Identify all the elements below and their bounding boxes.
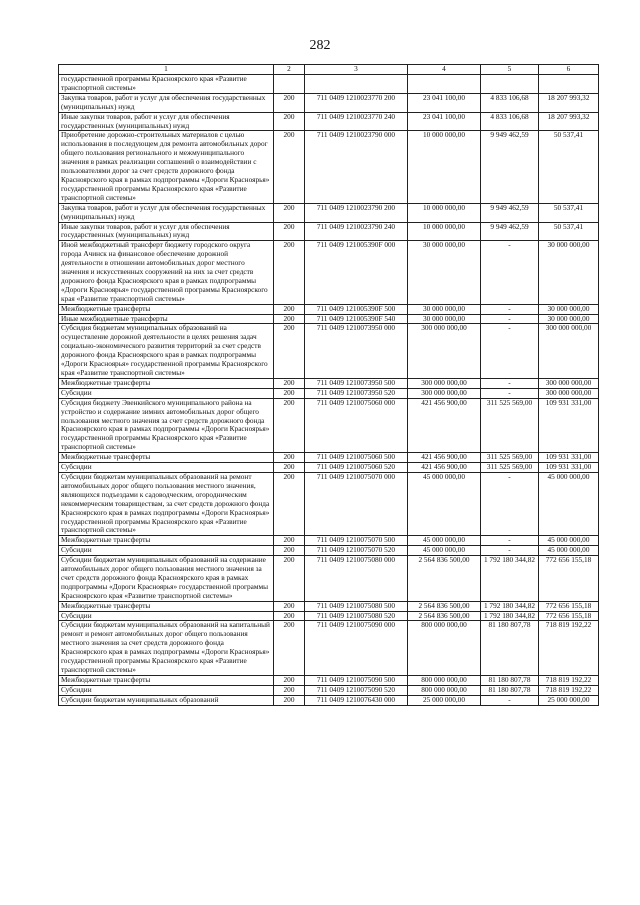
row-grbs-cell: 200 — [274, 304, 305, 314]
row-name-cell: Субсидии — [59, 388, 274, 398]
row-plan-cell: 30 000 000,00 — [408, 314, 481, 324]
row-code-cell: 711 0409 1210075070 500 — [305, 536, 408, 546]
row-code-cell: 711 0409 121005390F 000 — [305, 241, 408, 304]
column-header: 3 — [305, 65, 408, 75]
row-rest-cell: 300 000 000,00 — [539, 378, 599, 388]
row-fact-cell: - — [481, 546, 539, 556]
row-plan-cell: 30 000 000,00 — [408, 304, 481, 314]
row-code-cell: 711 0409 1210023770 200 — [305, 93, 408, 112]
row-rest-cell: 300 000 000,00 — [539, 324, 599, 378]
row-plan-cell: 45 000 000,00 — [408, 472, 481, 535]
row-code-cell: 711 0409 1210075090 520 — [305, 685, 408, 695]
row-plan-cell: 2 564 836 500,00 — [408, 601, 481, 611]
row-fact-cell: - — [481, 324, 539, 378]
row-rest-cell: 25 000 000,00 — [539, 695, 599, 705]
row-code-cell: 711 0409 121005390F 540 — [305, 314, 408, 324]
row-grbs-cell: 200 — [274, 324, 305, 378]
row-name-cell: Межбюджетные трансферты — [59, 601, 274, 611]
row-plan-cell: 23 041 100,00 — [408, 112, 481, 131]
row-code-cell: 711 0409 1210075060 000 — [305, 398, 408, 452]
row-name-cell: Субсидия бюджету Эвенкийского муниципального района на устройство и содержание зимних автомобильных дорог общего пользования местного значения за счет средств дорожного фонда Красноярского края в рамках подпрограммы «Дороги Красноярья» государственной программы Красноярского края «Развитие транспортной системы» — [59, 398, 274, 452]
row-code-cell: 711 0409 1210073950 000 — [305, 324, 408, 378]
row-grbs-cell: 200 — [274, 695, 305, 705]
row-code-cell: 711 0409 121005390F 500 — [305, 304, 408, 314]
row-grbs-cell: 200 — [274, 546, 305, 556]
row-plan-cell: 30 000 000,00 — [408, 241, 481, 304]
table-row — [59, 304, 599, 314]
row-plan-cell: 300 000 000,00 — [408, 388, 481, 398]
row-fact-cell: 9 949 462,59 — [481, 203, 539, 222]
row-code-cell: 711 0409 1210073950 500 — [305, 378, 408, 388]
row-rest-cell: 30 000 000,00 — [539, 241, 599, 304]
row-name-cell: Иные межбюджетные трансферты — [59, 314, 274, 324]
row-plan-cell: 10 000 000,00 — [408, 222, 481, 241]
row-plan-cell: 800 000 000,00 — [408, 621, 481, 675]
row-code-cell: 711 0409 1210075080 520 — [305, 611, 408, 621]
row-code-cell: 711 0409 1210075090 000 — [305, 621, 408, 675]
row-name-cell: Субсидия бюджетам муниципальных образований на осуществление дорожной деятельности в целях решения задач социально-экономического развития территорий за счет средств дорожного фонда Красноярского края в рамках подпрограммы «Дороги Красноярья» государственной программы Красноярского края «Развитие транспортной системы» — [59, 324, 274, 378]
table-row — [59, 536, 599, 546]
row-rest-cell: 45 000 000,00 — [539, 546, 599, 556]
row-fact-cell: 9 949 462,59 — [481, 222, 539, 241]
row-name-cell: Субсидии — [59, 685, 274, 695]
row-code-cell: 711 0409 1210075090 500 — [305, 675, 408, 685]
row-plan-cell: 2 564 836 500,00 — [408, 611, 481, 621]
row-name-cell: Приобретение дорожно-строительных материалов с целью использования в последующем для ремонта автомобильных дорог общего пользования регионального и межмуниципального значения в рамках реализации соглашений о взаимодействии с пользователями дорог за счет средств дорожного фонда Красноярского края в рамках подпрограммы «Дороги Красноярья» государственной программы Красноярского края «Развитие транспортной системы» — [59, 131, 274, 203]
row-code-cell: 711 0409 1210075060 520 — [305, 463, 408, 473]
table-row — [59, 611, 599, 621]
row-grbs-cell: 200 — [274, 398, 305, 452]
row-fact-cell: 311 525 569,00 — [481, 453, 539, 463]
row-fact-cell: 9 949 462,59 — [481, 131, 539, 203]
row-grbs-cell: 200 — [274, 222, 305, 241]
column-header: 6 — [539, 65, 599, 75]
row-name-cell: Субсидии бюджетам муниципальных образований на содержание автомобильных дорог общего пользования местного значения за счет средств дорожного фонда Красноярского края в рамках подпрограммы «Дороги Красноярья» государственной программы Красноярского края «Развитие транспортной системы» — [59, 556, 274, 602]
row-fact-cell: 4 833 106,68 — [481, 112, 539, 131]
row-fact-cell: - — [481, 695, 539, 705]
table-row — [59, 388, 599, 398]
row-plan-cell: 25 000 000,00 — [408, 695, 481, 705]
row-code-cell: 711 0409 1210075080 500 — [305, 601, 408, 611]
row-grbs-cell: 200 — [274, 536, 305, 546]
row-fact-cell: 4 833 106,68 — [481, 93, 539, 112]
row-name-cell: Закупка товаров, работ и услуг для обеспечения государственных (муниципальных) нужд — [59, 93, 274, 112]
row-rest-cell: 300 000 000,00 — [539, 388, 599, 398]
row-code-cell: 711 0409 1210023790 200 — [305, 203, 408, 222]
row-rest-cell: 50 537,41 — [539, 222, 599, 241]
table-header-row — [59, 65, 599, 75]
table-row — [59, 75, 599, 94]
row-grbs-cell: 200 — [274, 453, 305, 463]
row-code-cell: 711 0409 1210076430 000 — [305, 695, 408, 705]
row-fact-cell: - — [481, 241, 539, 304]
row-grbs-cell: 200 — [274, 472, 305, 535]
row-plan-cell: 10 000 000,00 — [408, 131, 481, 203]
row-rest-cell: 718 819 192,22 — [539, 675, 599, 685]
table-row — [59, 112, 599, 131]
row-grbs-cell: 200 — [274, 621, 305, 675]
row-fact-cell: - — [481, 388, 539, 398]
row-fact-cell: 81 180 807,78 — [481, 675, 539, 685]
row-fact-cell: 311 525 569,00 — [481, 463, 539, 473]
table-row — [59, 131, 599, 203]
table-row — [59, 324, 599, 378]
row-grbs-cell: 200 — [274, 112, 305, 131]
row-plan-cell: 45 000 000,00 — [408, 536, 481, 546]
row-plan-cell: 800 000 000,00 — [408, 685, 481, 695]
row-code-cell: 711 0409 1210073950 520 — [305, 388, 408, 398]
row-rest-cell: 30 000 000,00 — [539, 304, 599, 314]
table-row — [59, 241, 599, 304]
row-fact-cell: - — [481, 314, 539, 324]
table-row — [59, 556, 599, 602]
column-header: 5 — [481, 65, 539, 75]
row-name-cell: Межбюджетные трансферты — [59, 453, 274, 463]
row-fact-cell: 81 180 807,78 — [481, 621, 539, 675]
row-plan-cell: 300 000 000,00 — [408, 378, 481, 388]
row-code-cell: 711 0409 1210075070 000 — [305, 472, 408, 535]
row-name-cell: Субсидии — [59, 463, 274, 473]
row-fact-cell: 1 792 180 344,82 — [481, 556, 539, 602]
row-name-cell: Межбюджетные трансферты — [59, 304, 274, 314]
row-fact-cell: - — [481, 536, 539, 546]
row-plan-cell: 23 041 100,00 — [408, 93, 481, 112]
row-grbs-cell: 200 — [274, 388, 305, 398]
row-fact-cell: 1 792 180 344,82 — [481, 611, 539, 621]
row-fact-cell — [481, 75, 539, 94]
row-grbs-cell: 200 — [274, 203, 305, 222]
row-name-cell: государственной программы Красноярского края «Развитие транспортной системы» — [59, 75, 274, 94]
row-grbs-cell: 200 — [274, 241, 305, 304]
row-rest-cell: 772 656 155,18 — [539, 556, 599, 602]
row-name-cell: Межбюджетные трансферты — [59, 378, 274, 388]
row-fact-cell: 81 180 807,78 — [481, 685, 539, 695]
row-rest-cell: 718 819 192,22 — [539, 621, 599, 675]
table-row — [59, 378, 599, 388]
table-row — [59, 546, 599, 556]
table-row — [59, 675, 599, 685]
table-row — [59, 695, 599, 705]
row-fact-cell: - — [481, 378, 539, 388]
row-grbs-cell: 200 — [274, 131, 305, 203]
row-rest-cell: 109 931 331,00 — [539, 453, 599, 463]
row-rest-cell: 109 931 331,00 — [539, 398, 599, 452]
row-code-cell: 711 0409 1210023790 000 — [305, 131, 408, 203]
row-name-cell: Субсидии — [59, 611, 274, 621]
row-code-cell: 711 0409 1210075070 520 — [305, 546, 408, 556]
table-row — [59, 222, 599, 241]
row-code-cell — [305, 75, 408, 94]
row-rest-cell: 18 207 993,32 — [539, 112, 599, 131]
row-grbs-cell: 200 — [274, 93, 305, 112]
row-name-cell: Субсидии бюджетам муниципальных образований на ремонт автомобильных дорог общего пользования местного значения, являющихся подъездами к садоводческим, огородническим некоммерческим товариществам, за счет средств дорожного фонда Красноярского края в рамках подпрограммы «Дороги Красноярья» государственной программы Красноярского края «Развитие транспортной системы» — [59, 472, 274, 535]
row-grbs-cell: 200 — [274, 378, 305, 388]
column-header: 4 — [408, 65, 481, 75]
row-fact-cell: 311 525 569,00 — [481, 398, 539, 452]
table-row — [59, 463, 599, 473]
row-plan-cell: 45 000 000,00 — [408, 546, 481, 556]
row-grbs-cell — [274, 75, 305, 94]
row-code-cell: 711 0409 1210023770 240 — [305, 112, 408, 131]
row-name-cell: Иные закупки товаров, работ и услуг для обеспечения государственных (муниципальных) нужд — [59, 112, 274, 131]
row-plan-cell: 10 000 000,00 — [408, 203, 481, 222]
table-row — [59, 685, 599, 695]
row-code-cell: 711 0409 1210075080 000 — [305, 556, 408, 602]
row-fact-cell: - — [481, 304, 539, 314]
row-grbs-cell: 200 — [274, 601, 305, 611]
table-row — [59, 472, 599, 535]
row-rest-cell: 50 537,41 — [539, 131, 599, 203]
row-name-cell: Субсидии бюджетам муниципальных образований на капитальный ремонт и ремонт автомобильных дорог общего пользования местного значения за счет средств дорожного фонда Красноярского края в рамках подпрограммы «Дороги Красноярья» государственной программы Красноярского края «Развитие транспортной системы» — [59, 621, 274, 675]
row-name-cell: Закупка товаров, работ и услуг для обеспечения государственных (муниципальных) нужд — [59, 203, 274, 222]
row-name-cell: Субсидии бюджетам муниципальных образований — [59, 695, 274, 705]
row-grbs-cell: 200 — [274, 463, 305, 473]
table-row — [59, 93, 599, 112]
row-fact-cell: - — [481, 472, 539, 535]
row-plan-cell — [408, 75, 481, 94]
row-code-cell: 711 0409 1210023790 240 — [305, 222, 408, 241]
row-plan-cell: 2 564 836 500,00 — [408, 556, 481, 602]
table-row — [59, 203, 599, 222]
row-grbs-cell: 200 — [274, 314, 305, 324]
row-rest-cell: 772 656 155,18 — [539, 601, 599, 611]
row-rest-cell: 772 656 155,18 — [539, 611, 599, 621]
row-plan-cell: 421 456 900,00 — [408, 463, 481, 473]
row-plan-cell: 421 456 900,00 — [408, 398, 481, 452]
table-row — [59, 621, 599, 675]
row-grbs-cell: 200 — [274, 675, 305, 685]
row-code-cell: 711 0409 1210075060 500 — [305, 453, 408, 463]
row-rest-cell: 109 931 331,00 — [539, 463, 599, 473]
column-header: 1 — [59, 65, 274, 75]
row-rest-cell — [539, 75, 599, 94]
row-rest-cell: 50 537,41 — [539, 203, 599, 222]
row-rest-cell: 718 819 192,22 — [539, 685, 599, 695]
row-fact-cell: 1 792 180 344,82 — [481, 601, 539, 611]
table-row — [59, 601, 599, 611]
row-plan-cell: 300 000 000,00 — [408, 324, 481, 378]
row-name-cell: Иной межбюджетный трансферт бюджету городского округа города Ачинск на финансовое обеспечение дорожной деятельности в отношении автомобильных дорог местного значения и искусственных сооружений на них за счет средств дорожного фонда Красноярского края в рамках подпрограммы «Дороги Красноярья» государственной программы Красноярского края «Развитие транспортной системы» — [59, 241, 274, 304]
row-rest-cell: 45 000 000,00 — [539, 472, 599, 535]
row-rest-cell: 45 000 000,00 — [539, 536, 599, 546]
row-plan-cell: 800 000 000,00 — [408, 675, 481, 685]
row-name-cell: Межбюджетные трансферты — [59, 536, 274, 546]
table-row — [59, 314, 599, 324]
page-number: 282 — [309, 38, 331, 53]
row-grbs-cell: 200 — [274, 685, 305, 695]
row-name-cell: Субсидии — [59, 546, 274, 556]
table-body — [59, 75, 599, 706]
table-row — [59, 398, 599, 452]
row-name-cell: Межбюджетные трансферты — [59, 675, 274, 685]
row-name-cell: Иные закупки товаров, работ и услуг для обеспечения государственных (муниципальных) нужд — [59, 222, 274, 241]
row-rest-cell: 30 000 000,00 — [539, 314, 599, 324]
budget-table — [58, 64, 599, 706]
row-grbs-cell: 200 — [274, 556, 305, 602]
row-rest-cell: 18 207 993,32 — [539, 93, 599, 112]
column-header: 2 — [274, 65, 305, 75]
row-plan-cell: 421 456 900,00 — [408, 453, 481, 463]
row-grbs-cell: 200 — [274, 611, 305, 621]
table-row — [59, 453, 599, 463]
